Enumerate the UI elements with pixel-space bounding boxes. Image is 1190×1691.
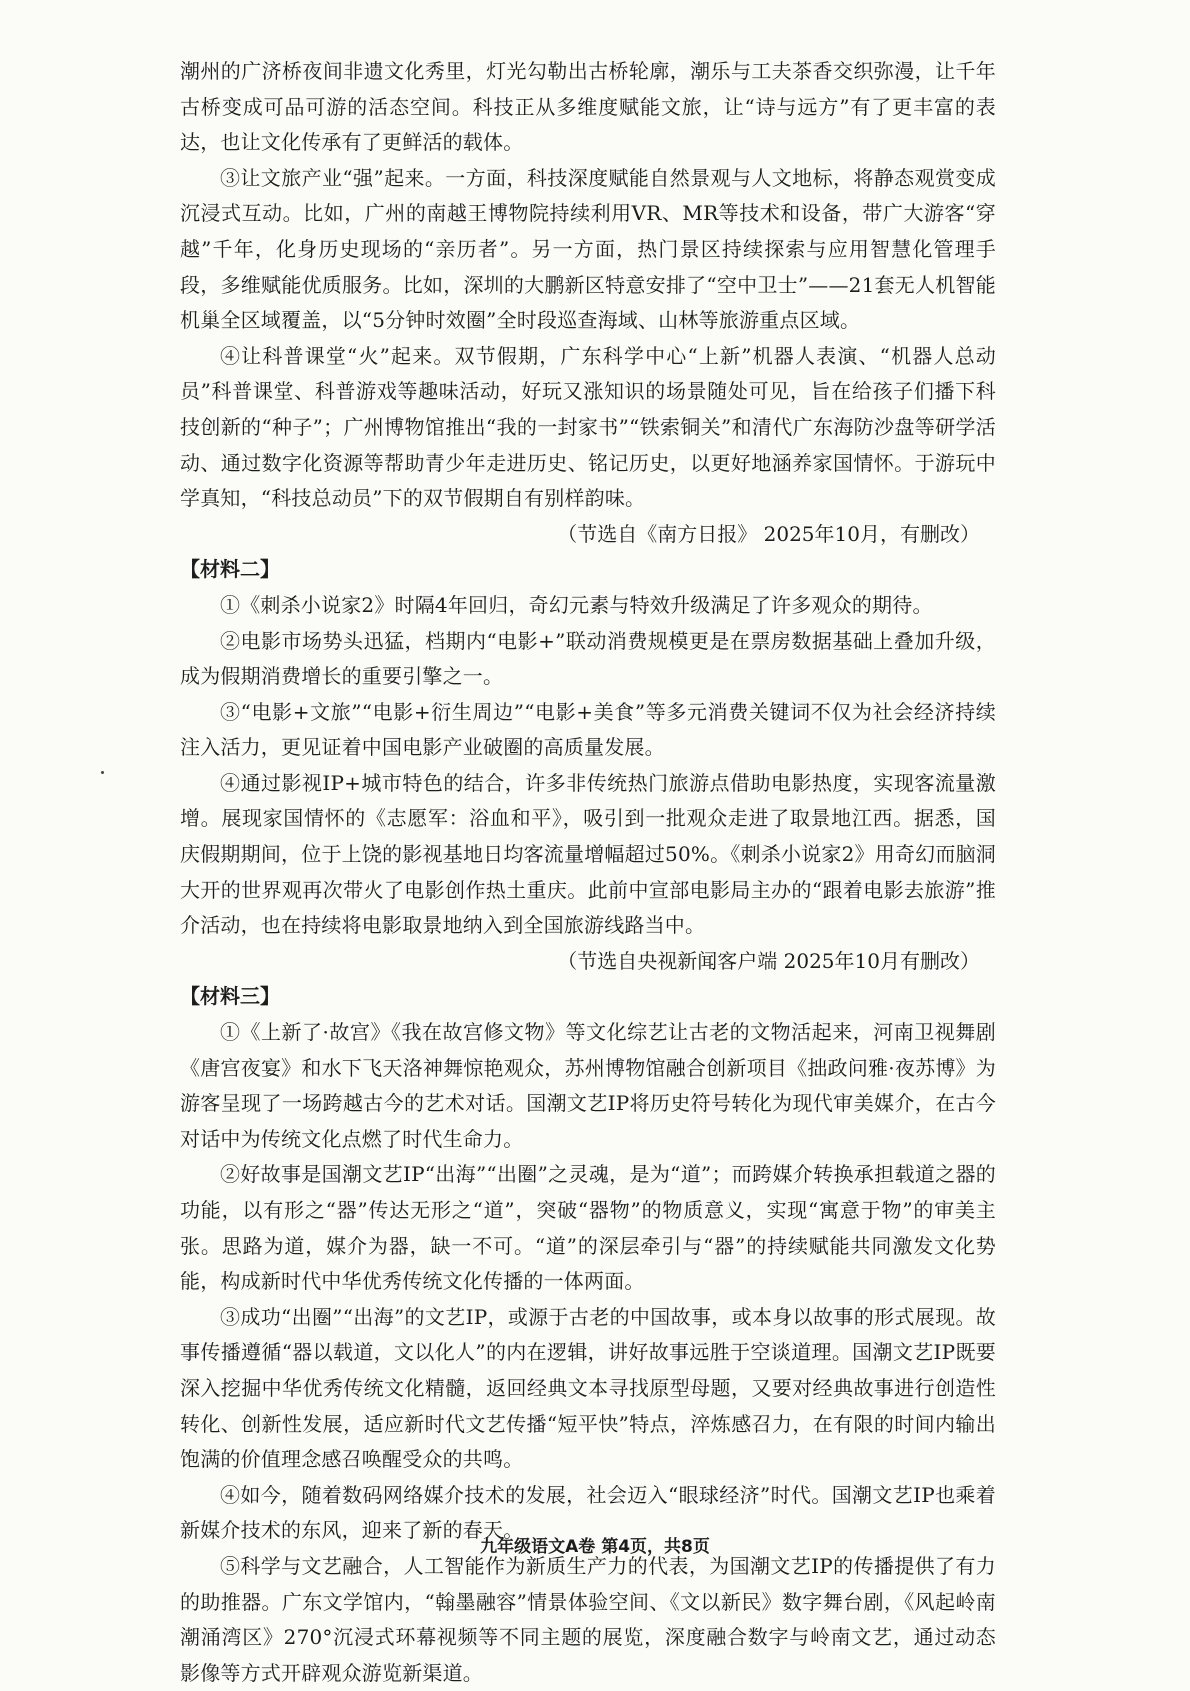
material-3-paragraph: ②好故事是国潮文艺IP“出海”“出圈”之灵魂，是为“道”；而跨媒介转换承担载道之器的功能，以有形之“器”传达无形之“道”，突破“器物”的物质意义，实现“寓意于物”的审美主张。思路为道，媒介为器，缺一不可。“道”的深层牵引与“器”的持续赋能共同激发文化势能，构成新时代中华优秀传统文化传播的一体两面。 (180, 1162, 996, 1294)
material-2-heading: 【材料二】 (180, 557, 280, 582)
material-3-paragraph: ⑤科学与文艺融合，人工智能作为新质生产力的代表，为国潮文艺IP的传播提供了有力的助推器。广东文学馆内，“翰墨融容”情景体验空间、《文以新民》数字舞台剧，《风起岭南 潮涌湾区》270°沉浸式环幕视频等不同主题的展览，深度融合数字与岭南文艺，通过动态影像等方式开辟观众游览新渠道。 (180, 1553, 996, 1685)
paragraph-tourism-strong: ③让文旅产业“强”起来。一方面，科技深度赋能自然景观与人文地标，将静态观赏变成沉浸式互动。比如，广州的南越王博物院持续利用VR、MR等技术和设备，带广大游客“穿越”千年，化身历史现场的“亲历者”。另一方面，热门景区持续探索与应用智慧化管理手段，多维赋能优质服务。比如，深圳的大鹏新区特意安排了“空中卫士”——21套无人机智能机巢全区域覆盖，以“5分钟时效圈”全时段巡查海域、山林等旅游重点区域。 (180, 165, 996, 333)
page-footer: 九年级语文A卷 第4页，共8页 (480, 1537, 710, 1557)
paragraph-guangji-bridge: 潮州的广济桥夜间非遗文化秀里，灯光勾勒出古桥轮廓，潮乐与工夫茶香交织弥漫，让千年古桥变成可品可游的活态空间。科技正从多维度赋能文旅，让“诗与远方”有了更丰富的表达，也让文化传承有了更鲜活的载体。 (180, 59, 996, 155)
scan-speck (101, 771, 104, 774)
material-2-paragraph: ②电影市场势头迅猛，档期内“电影+”联动消费规模更是在票房数据基础上叠加升级，成为假期消费增长的重要引擎之一。 (180, 628, 996, 689)
material-3-paragraph: ③成功“出圈”“出海”的文艺IP，或源于古老的中国故事，或本身以故事的形式展现。故事传播遵循“器以载道，文以化人”的内在逻辑，讲好故事远胜于空谈道理。国潮文艺IP既要深入挖掘中华优秀传统文化精髓，返回经典文本寻找原型母题，又要对经典故事进行创造性转化、创新性发展，适应新时代文艺传播“短平快”特点，淬炼感召力，在有限的时间内输出饱满的价值理念感召唤醒受众的共鸣。 (180, 1304, 996, 1472)
exam-page-content (180, 54, 996, 1691)
material-2-paragraph: ①《刺杀小说家2》时隔4年回归，奇幻元素与特效升级满足了许多观众的期待。 (220, 592, 933, 617)
source-citation-2: （节选自央视新闻客户端 2025年10月有删改） (557, 948, 980, 973)
material-3-paragraph: ④如今，随着数码网络媒介技术的发展，社会迈入“眼球经济”时代。国潮文艺IP也乘着新媒介技术的东风，迎来了新的春天。 (180, 1482, 996, 1543)
paragraph-science-class: ④让科普课堂“火”起来。双节假期，广东科学中心“上新”机器人表演、“机器人总动员”科普课堂、科普游戏等趣味活动，好玩又涨知识的场景随处可见，旨在给孩子们播下科技创新的“种子”；广州博物馆推出“我的一封家书”“铁索铜关”和清代广东海防沙盘等研学活动、通过数字化资源等帮助青少年走进历史、铭记历史，以更好地涵养家国情怀。于游玩中学真知，“科技总动员”下的双节假期自有别样韵味。 (180, 343, 996, 511)
source-citation-1: （节选自《南方日报》 2025年10月，有删改） (557, 521, 980, 546)
material-2-paragraph: ③“电影+文旅”“电影+衍生周边”“电影+美食”等多元消费关键词不仅为社会经济持续注入活力，更见证着中国电影产业破圈的高质量发展。 (180, 699, 996, 760)
material-3-heading: 【材料三】 (180, 984, 280, 1009)
material-3-paragraph: ①《上新了·故宫》《我在故宫修文物》等文化综艺让古老的文物活起来，河南卫视舞剧《唐宫夜宴》和水下飞天洛神舞惊艳观众，苏州博物馆融合创新项目《拙政问雅·夜苏博》为游客呈现了一场跨越古今的艺术对话。国潮文艺IP将历史符号转化为现代审美媒介，在古今对话中为传统文化点燃了时代生命力。 (180, 1020, 996, 1151)
material-2-paragraph: ④通过影视IP+城市特色的结合，许多非传统热门旅游点借助电影热度，实现客流量激增。展现家国情怀的《志愿军：浴血和平》，吸引到一批观众走进了取景地江西。据悉，国庆假期期间，位于上饶的影视基地日均客流量增幅超过50%。《刺杀小说家2》用奇幻而脑洞大开的世界观再次带火了电影创作热土重庆。此前中宣部电影局主办的“跟着电影去旅游”推介活动，也在持续将电影取景地纳入到全国旅游线路当中。 (180, 770, 996, 938)
